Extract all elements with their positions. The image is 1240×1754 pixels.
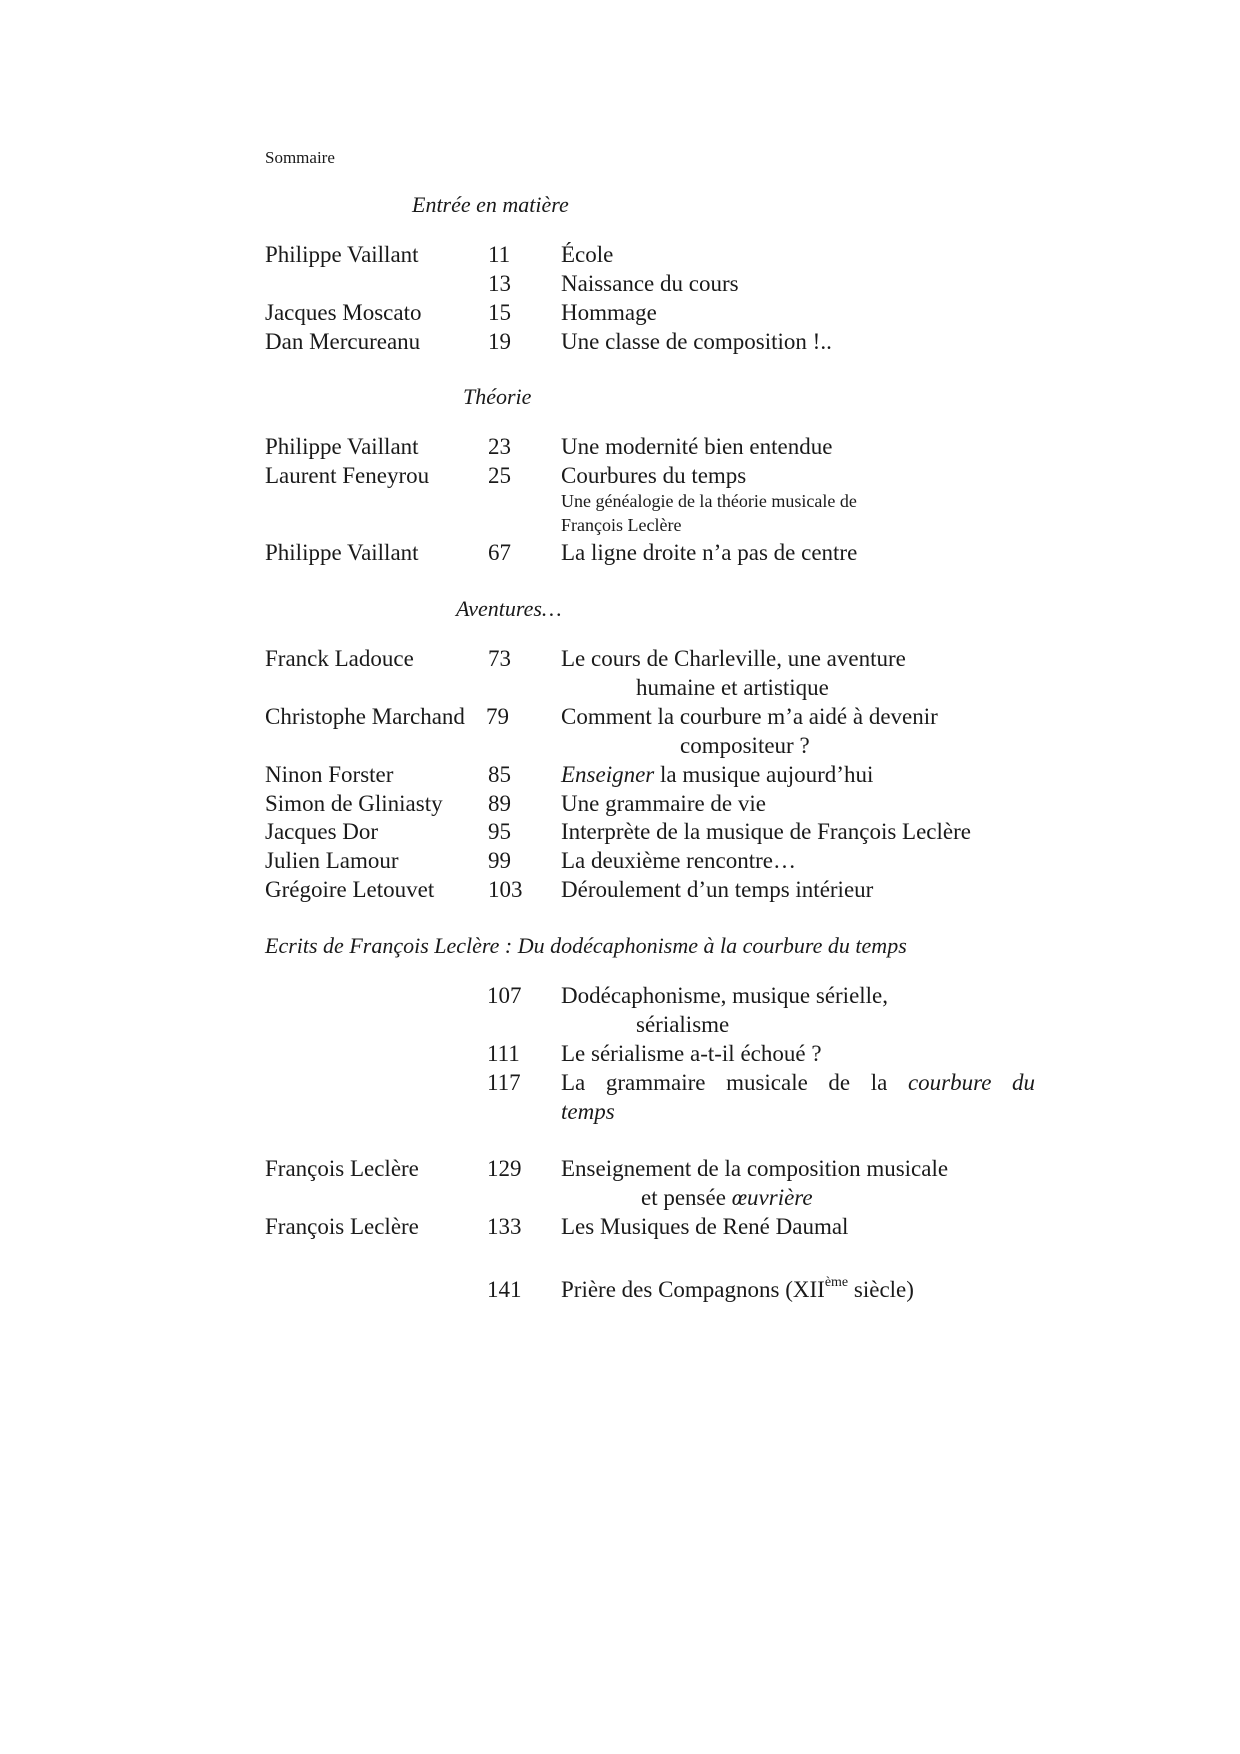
entry-title-rest: Prière des Compagnons (XII — [561, 1277, 825, 1302]
entry-title: Interprète de la musique de François Leclère — [561, 819, 971, 844]
entry-author: Philippe Vaillant — [265, 242, 419, 267]
entry-page: 25 — [488, 463, 511, 488]
entry-title: Comment la courbure m’a aidé à devenir — [561, 704, 938, 729]
entry-author: Christophe Marchand — [265, 704, 465, 729]
entry-author: Grégoire Letouvet — [265, 877, 435, 902]
entry-title: Dodécaphonisme, musique sérielle, — [561, 983, 889, 1008]
entry-title — [561, 1275, 914, 1304]
entry-page: 85 — [488, 762, 511, 787]
entry-title-continuation: sérialisme — [636, 1012, 730, 1037]
entry-title: Une classe de composition !.. — [561, 329, 832, 354]
entry-subtitle: Une généalogie de la théorie musicale de — [561, 491, 857, 511]
entry-page: 117 — [487, 1070, 521, 1095]
superscript: ème — [824, 1275, 849, 1290]
entry-author: Franck Ladouce — [265, 646, 414, 671]
entry-title — [561, 760, 873, 789]
title-word: la — [870, 1070, 888, 1095]
entry-title-continuation — [561, 1097, 615, 1126]
entry-page: 73 — [488, 646, 511, 671]
title-word: musicale — [726, 1070, 808, 1095]
entry-page: 95 — [488, 819, 511, 844]
entry-title-rest: la musique aujourd’hui — [654, 762, 874, 787]
entry-title: Courbures du temps — [561, 463, 747, 488]
entry-page: 133 — [487, 1214, 522, 1239]
entry-page: 23 — [488, 434, 511, 459]
entry-page: 67 — [488, 540, 511, 565]
entry-title: La deuxième rencontre… — [561, 848, 796, 873]
entry-title-rest: et pensée — [641, 1185, 732, 1210]
entry-title-emphasis: Enseigner — [561, 762, 655, 787]
entry-page: 107 — [487, 983, 522, 1008]
entry-page: 11 — [488, 242, 511, 267]
entry-author: Laurent Feneyrou — [265, 463, 430, 488]
entry-title: Le sérialisme a-t-il échoué ? — [561, 1041, 822, 1066]
entry-page: 15 — [488, 300, 511, 325]
entry-title-emphasis: œuvrière — [731, 1185, 813, 1210]
entry-page: 19 — [488, 329, 511, 354]
section-title-theorie: Théorie — [463, 384, 532, 409]
entry-title: Naissance du cours — [561, 271, 739, 296]
title-word-emphasis: du — [1012, 1070, 1035, 1095]
entry-subtitle: François Leclère — [561, 515, 682, 535]
entry-author: Julien Lamour — [265, 848, 399, 873]
entry-author: Simon de Gliniasty — [265, 791, 443, 816]
section-title-ecrits: Ecrits de François Leclère : Du dodécaphonisme à la courbure du temps — [265, 933, 907, 958]
entry-author: François Leclère — [265, 1214, 419, 1239]
entry-title: Une modernité bien entendue — [561, 434, 833, 459]
entry-title: Une grammaire de vie — [561, 791, 766, 816]
entry-author: Philippe Vaillant — [265, 540, 419, 565]
entry-page: 89 — [488, 791, 511, 816]
entry-title: Enseignement de la composition musicale — [561, 1156, 949, 1181]
entry-page: 99 — [488, 848, 511, 873]
entry-title: Hommage — [561, 300, 657, 325]
entry-author: Ninon Forster — [265, 762, 394, 787]
entry-page: 103 — [488, 877, 523, 902]
entry-title: Les Musiques de René Daumal — [561, 1214, 849, 1239]
entry-page: 13 — [488, 271, 511, 296]
entry-page: 79 — [486, 704, 509, 729]
entry-title-emphasis: temps — [561, 1099, 615, 1124]
entry-author: François Leclère — [265, 1156, 419, 1181]
section-title-entree: Entrée en matière — [412, 192, 569, 217]
title-word: La — [561, 1070, 586, 1095]
entry-author: Jacques Moscato — [265, 300, 422, 325]
entry-title-continuation — [641, 1183, 813, 1212]
entry-author: Dan Mercureanu — [265, 329, 421, 354]
entry-title-continuation: compositeur ? — [680, 733, 810, 758]
entry-title-justified[interactable] — [561, 1068, 1035, 1097]
entry-title: La ligne droite n’a pas de centre — [561, 540, 858, 565]
entry-title-rest: siècle) — [848, 1277, 914, 1302]
entry-title: Déroulement d’un temps intérieur — [561, 877, 874, 902]
entry-title: Le cours de Charleville, une aventure — [561, 646, 906, 671]
entry-title: École — [561, 242, 614, 267]
page-heading: Sommaire — [265, 148, 335, 167]
title-word: grammaire — [605, 1070, 706, 1095]
entry-page: 111 — [487, 1041, 520, 1066]
entry-author: Jacques Dor — [265, 819, 379, 844]
section-title-aventures: Aventures… — [456, 596, 562, 621]
entry-author: Philippe Vaillant — [265, 434, 419, 459]
entry-title-continuation: humaine et artistique — [636, 675, 829, 700]
title-word-emphasis: courbure — [907, 1070, 992, 1095]
entry-page: 141 — [487, 1277, 522, 1302]
entry-page: 129 — [487, 1156, 522, 1181]
title-word: de — [828, 1070, 851, 1095]
